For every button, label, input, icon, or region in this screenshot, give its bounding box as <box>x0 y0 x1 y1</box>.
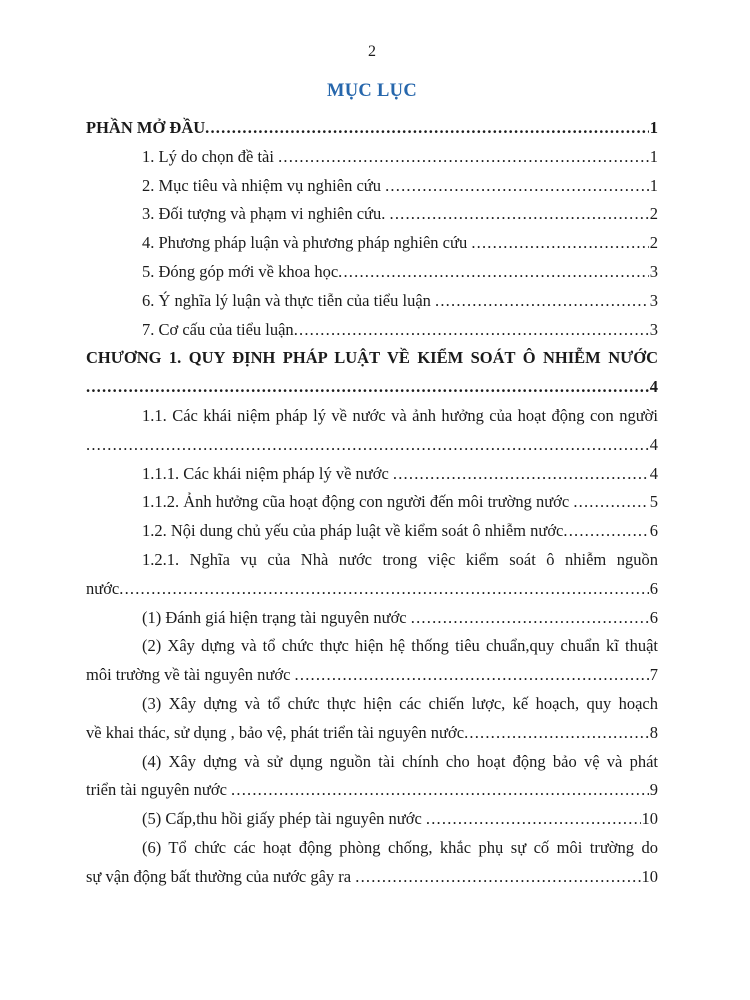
dot-leader <box>338 258 649 287</box>
toc-line <box>86 546 658 575</box>
toc-page-ref: 6 <box>649 578 658 598</box>
dot-leader <box>471 229 648 258</box>
toc-line-text: 1.2.1. Nghĩa vụ của Nhà nước trong việc kiểm soát ô nhiễm nguồn <box>142 549 658 569</box>
toc-page-ref: 2 <box>649 204 658 224</box>
toc-line-text: CHƯƠNG 1. QUY ĐỊNH PHÁP LUẬT VỀ KIỂM SOÁT Ô NHIỄM NƯỚC <box>86 348 658 368</box>
toc-page-ref: 4 <box>649 434 658 454</box>
toc-line <box>86 575 658 604</box>
toc-line-text: sự vận động bất thường của nước gây ra <box>86 866 356 886</box>
toc-page-ref: 9 <box>649 780 658 800</box>
toc-line <box>86 863 658 892</box>
toc-line <box>86 344 658 373</box>
toc-line <box>86 258 658 287</box>
toc-line-text: triển tài nguyên nước <box>86 780 232 800</box>
dot-leader <box>573 488 648 517</box>
toc-line-text: 1.2. Nội dung chủ yếu của pháp luật về kiểm soát ô nhiễm nước <box>142 521 564 541</box>
toc-page-ref: 1 <box>649 118 658 137</box>
toc-line <box>86 431 658 460</box>
toc-line-text: 4. Phương pháp luận và phương pháp nghiên cứu <box>142 233 472 253</box>
toc-line-text: nước <box>86 578 120 598</box>
toc-page-ref: 10 <box>641 866 658 886</box>
toc-page-ref: 6 <box>649 607 658 627</box>
dot-leader <box>86 431 649 460</box>
toc-line <box>86 488 658 517</box>
toc-line-text: 1.1. Các khái niệm pháp lý về nước và ảnh hưởng của hoạt động con người <box>142 405 658 425</box>
dot-leader <box>563 517 648 546</box>
dot-leader <box>231 776 649 805</box>
toc-line <box>86 805 658 834</box>
toc-page-ref: 2 <box>649 233 658 253</box>
dot-leader <box>119 575 649 604</box>
toc-line <box>86 776 658 805</box>
toc-line <box>86 172 658 201</box>
dot-leader <box>390 200 649 229</box>
dot-leader <box>295 661 649 690</box>
toc-page-ref: 6 <box>649 521 658 541</box>
dot-leader <box>205 114 649 143</box>
toc-line <box>86 143 658 172</box>
dot-leader <box>464 719 649 748</box>
dot-leader <box>411 604 649 633</box>
toc-line <box>86 287 658 316</box>
toc-list <box>86 114 658 892</box>
dot-leader <box>278 143 649 172</box>
toc-line <box>86 632 658 661</box>
page-number: 2 <box>368 43 376 60</box>
dot-leader <box>426 805 641 834</box>
toc-line-text: 5. Đóng góp mới về khoa học <box>142 261 339 281</box>
dot-leader <box>393 460 649 489</box>
dot-leader <box>435 287 649 316</box>
toc-line <box>86 719 658 748</box>
toc-line <box>86 200 658 229</box>
dot-leader <box>385 172 649 201</box>
toc-title: MỤC LỤC <box>327 81 417 101</box>
toc-line <box>86 690 658 719</box>
toc-page-ref: 3 <box>649 319 658 339</box>
toc-line <box>86 517 658 546</box>
toc-line-text: (2) Xây dựng và tổ chức thực hiện hệ thống tiêu chuẩn,quy chuẩn kĩ thuật <box>142 636 658 656</box>
toc-line-text: (4) Xây dựng và sử dụng nguồn tài chính cho hoạt động bảo vệ và phát <box>142 751 658 771</box>
dot-leader <box>294 316 649 345</box>
toc-line-text: (6) Tổ chức các hoạt động phòng chống, khắc phụ sự cố môi trường do <box>142 837 658 857</box>
dot-leader <box>86 373 649 402</box>
toc-page-ref: 1 <box>649 146 658 166</box>
toc-page-ref: 3 <box>649 261 658 281</box>
toc-line-text: 1. Lý do chọn đề tài <box>142 146 279 166</box>
toc-line <box>86 316 658 345</box>
dot-leader <box>355 863 640 892</box>
toc-line-text: 1.1.2. Ảnh hưởng cũa hoạt động con người đến môi trường nước <box>142 492 574 512</box>
toc-line <box>86 402 658 431</box>
toc-line-text: (3) Xây dựng và tổ chức thực hiện các chiến lược, kế hoạch, quy hoạch <box>142 693 658 713</box>
toc-page-ref: 5 <box>649 492 658 512</box>
toc-line-text: PHẦN MỞ ĐẦU <box>86 118 206 137</box>
toc-line-text: 6. Ý nghĩa lý luận và thực tiễn của tiểu luận <box>142 290 436 310</box>
toc-page-ref: 1 <box>649 175 658 195</box>
toc-line-text: 1.1.1. Các khái niệm pháp lý về nước <box>142 463 393 483</box>
toc-line <box>86 373 658 402</box>
toc-page-ref: 4 <box>649 377 658 397</box>
toc-line <box>86 114 658 143</box>
toc-page-ref: 3 <box>649 290 658 310</box>
toc-line <box>86 834 658 863</box>
toc-line <box>86 229 658 258</box>
toc-line <box>86 604 658 633</box>
toc-line-text: 3. Đối tượng và phạm vi nghiên cứu. <box>142 204 390 224</box>
toc-line-text: (1) Đánh giá hiện trạng tài nguyên nước <box>142 607 411 627</box>
toc-line-text: về khai thác, sử dụng , bảo vệ, phát triển tài nguyên nước <box>86 722 465 742</box>
toc-line-text: môi trường về tài nguyên nước <box>86 665 295 685</box>
toc-line-text: (5) Cấp,thu hồi giấy phép tài nguyên nước <box>142 809 426 829</box>
toc-line <box>86 460 658 489</box>
toc-page-ref: 10 <box>641 809 658 829</box>
toc-line-text: 7. Cơ cấu của tiểu luận <box>142 319 294 339</box>
toc-page-ref: 7 <box>649 665 658 685</box>
toc-line-text: 2. Mục tiêu và nhiệm vụ nghiên cứu <box>142 175 386 195</box>
toc-page-ref: 4 <box>649 463 658 483</box>
toc-line <box>86 748 658 777</box>
toc-line <box>86 661 658 690</box>
toc-page-ref: 8 <box>649 722 658 742</box>
